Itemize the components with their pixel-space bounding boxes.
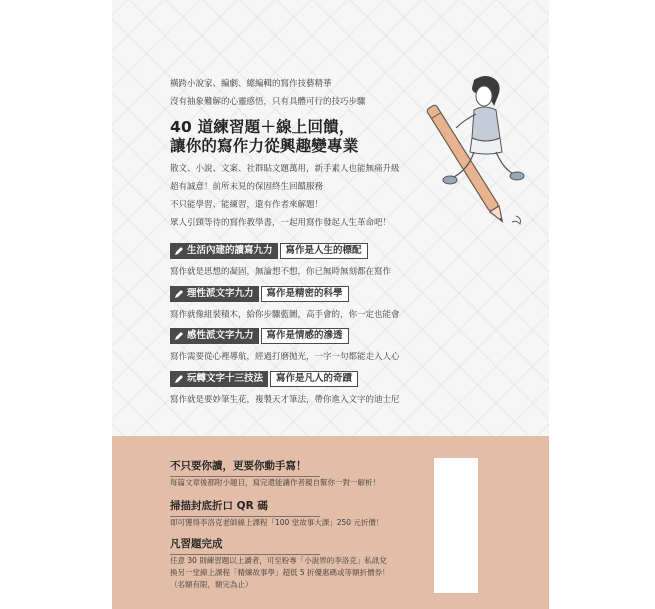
section-description: 寫作就是思想的凝固，無論想不想，你已無時無刻都在寫作 [170, 267, 392, 277]
section-subtitle: 寫作是精密的科學 [261, 286, 349, 302]
tagline-line: 橫跨小說家、編劇、總編輯的寫作技藝精華 [170, 79, 332, 89]
promo-text: 即可獲得李洛克老師線上課程「100 堂故事大課」250 元折價！ [170, 518, 384, 527]
section-tag [170, 243, 278, 259]
intro-line: 不只能學習、能練習，還有作者來解題！ [170, 200, 324, 210]
section-subtitle: 寫作是人生的標配 [280, 243, 368, 259]
book-back-cover [112, 0, 549, 609]
pen-icon [174, 246, 184, 256]
promo-panel [112, 436, 549, 609]
section-tag [170, 371, 268, 387]
headline-line: 40 道練習題＋線上回饋， [170, 118, 355, 136]
promo-text: 每篇文章後都附小題目，寫完還能讓作者親自幫你一對一解析！ [170, 478, 380, 487]
section-tag [170, 328, 259, 344]
pen-icon [174, 289, 184, 299]
tagline [170, 75, 366, 111]
promo-title: 凡習題完成 [170, 536, 320, 555]
section-description: 寫作需要從心裡導航，經過打磨拋光，一字一句都能走入人心 [170, 352, 400, 362]
feature-section [170, 328, 400, 362]
publisher-logo [434, 575, 478, 591]
feature-section [170, 286, 400, 320]
logo-line: BOOKLIFE [437, 575, 475, 583]
section-description: 寫作就是要妙筆生花，複製天才筆法，帶你進入文字的迪士尼 [170, 395, 400, 405]
tagline-line: 沒有抽象難解的心靈感悟，只有具體可行的技巧步驟 [170, 97, 366, 107]
headline [170, 118, 358, 156]
section-description: 寫作就像組裝積木，給你步驟藍圖，高手會的，你一定也能會 [170, 310, 400, 320]
promo-text [170, 555, 390, 591]
promo-title: 掃描封底折口 QR 碼 [170, 498, 320, 517]
section-tag [170, 286, 259, 302]
barcode-placeholder [434, 458, 478, 593]
pen-icon [174, 374, 184, 384]
section-tag-label: 感性派文字九力 [187, 330, 254, 341]
pen-icon [174, 331, 184, 341]
promo-text-line: （名額有限，額完為止） [170, 580, 253, 589]
promo-text-line: 任意 30 則練習題以上讀者，可至粉專「小說界的李洛克」私訊兌 [170, 556, 387, 565]
promo-text-line: 換另一堂線上課程「精煉故事學」超低 5 折優惠碼或等額折價券！ [170, 568, 390, 577]
intro-line: 散文、小說、文案、社群貼文題萬用，新手素人也能無痛升級 [170, 164, 400, 174]
woman-on-pencil-illustration [404, 68, 534, 228]
feature-section [170, 371, 400, 405]
headline-line: 讓你的寫作力從興趣變專業 [170, 137, 359, 155]
logo-line: 圓神書活網 [439, 583, 473, 591]
intro-line: 眾人引頸等待的寫作教學書，一起用寫作發起人生革命吧！ [170, 218, 392, 228]
feature-section [170, 243, 391, 277]
section-subtitle: 寫作是情感的滲透 [261, 328, 349, 344]
intro-line: 超有誠意！前所未見的保固終生回饋服務 [170, 182, 324, 192]
section-tag-label: 理性派文字九力 [187, 288, 254, 299]
section-tag-label: 玩轉文字十三技法 [187, 373, 264, 384]
intro-paragraph [170, 160, 400, 232]
promo-title: 不只要你讀，更要你動手寫！ [170, 458, 320, 477]
section-tag-label: 生活內建的讀寫九力 [187, 245, 273, 256]
section-subtitle: 寫作是凡人的奇蹟 [270, 371, 358, 387]
